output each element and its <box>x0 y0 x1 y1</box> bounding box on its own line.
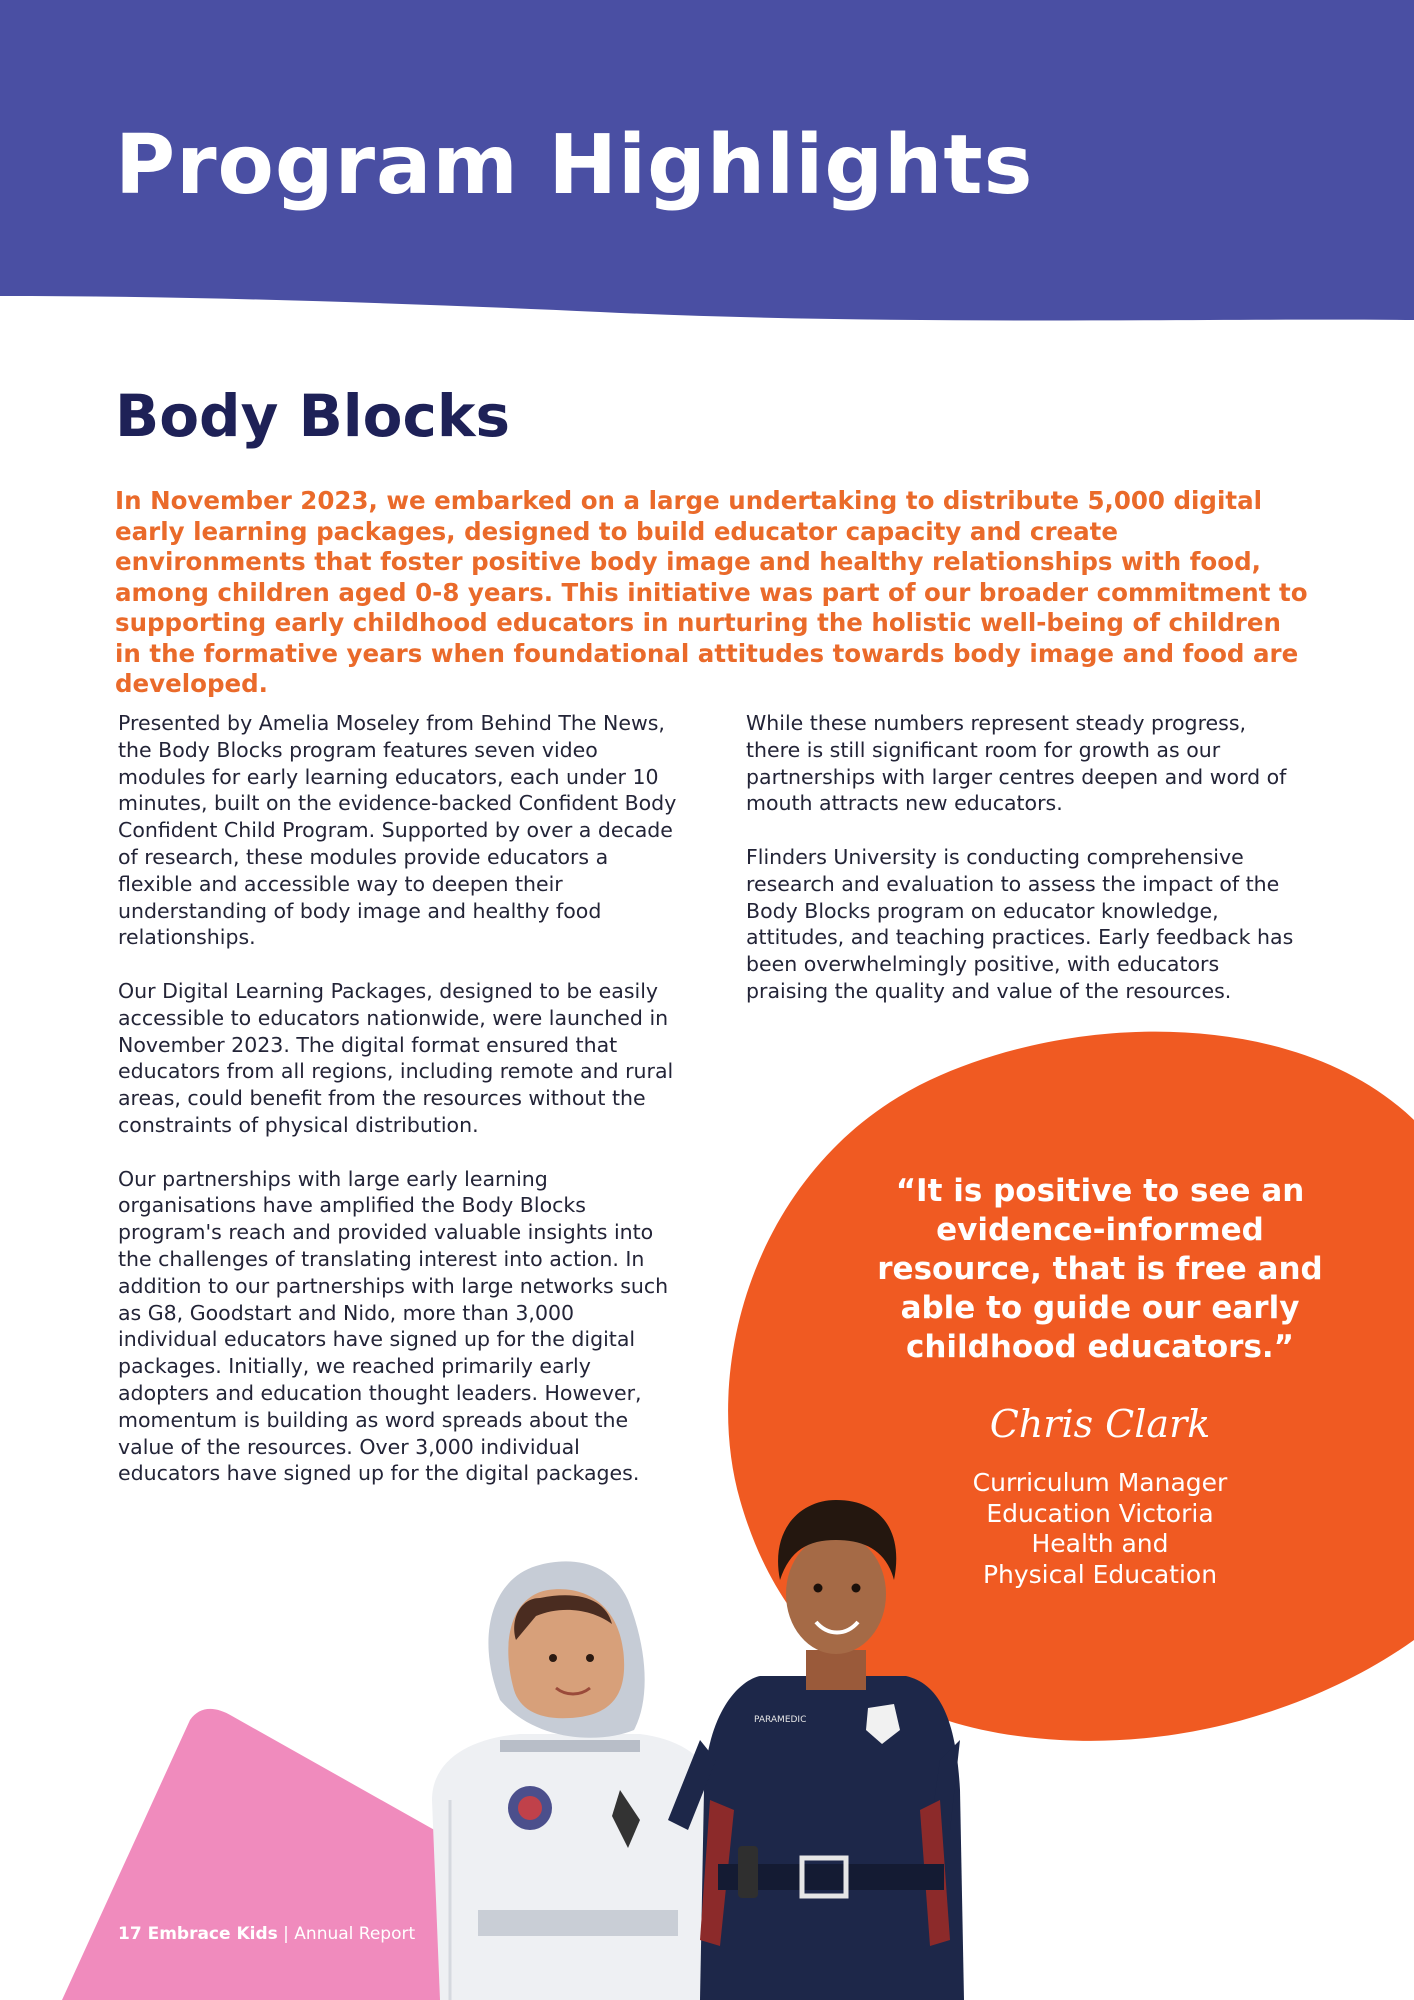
role-line: Curriculum Manager <box>972 1468 1228 1497</box>
role-line: Physical Education <box>982 1559 1218 1589</box>
role-line: Education Victoria <box>986 1498 1214 1528</box>
page-footer <box>118 1924 415 1944</box>
astronaut-child <box>432 1561 716 2000</box>
role-line: Health and <box>1031 1529 1169 1558</box>
testimonial-quote: “It is positive to see an evidence-informed resource, that is free and able to guide our early childhood educators.” <box>877 1173 1323 1365</box>
body-paragraph: Our Digital Learning Packages, designed to be easily accessible to educators nationwide, were launched in November 2023. The digital format ensured that educators from all regions, including remote and rural areas, could benefit from the resources without the constraints of physical distribution. <box>118 978 674 1137</box>
page-title: Program Highlights <box>115 118 1034 213</box>
body-paragraph: Flinders University is conducting comprehensive research and evaluation to assess the impact of the Body Blocks program on educator knowledge, attitudes, and teaching practices. Early feedback has been overwhelmingly positive, with educators praising the quality and value of the resources. <box>746 844 1294 1003</box>
intro-paragraph: In November 2023, we embarked on a large undertaking to distribute 5,000 digital early learning packages, designed to build educator capacity and create environments that foster positive body image and healthy relationships with food, among children aged 0-8 years. This initiative was part of our broader commitment to supporting early childhood educators in nurturing the holistic well-being of children in the formative years when foundational attitudes towards body image and food are developed. <box>115 486 1308 698</box>
footer-separator: | <box>277 1924 295 1944</box>
body-paragraph: Presented by Amelia Moseley from Behind The News, the Body Blocks program features seven video modules for early learning educators, each under 10 minutes, built on the evidence-backed Confident Body Confident Child Program. Supported by over a decade of research, these modules provide educators a flexible and accessible way to deepen their understanding of body image and healthy food relationships. <box>118 711 677 950</box>
body-paragraph: Our partnerships with large early learning organisations have amplified the Body Blocks program's reach and provided valuable insights into the challenges of translating interest into action. In addition to our partnerships with large networks such as G8, Goodstart and Nido, more than 3,000 individual educators have signed up for the digital packages. Initially, we reached primarily early adopters and education thought leaders. However, momentum is building as word spreads about the value of the resources. Over 3,000 individual educators have signed up for the digital packages. <box>118 1166 669 1486</box>
paramedic-child <box>668 1500 964 2000</box>
paramedic-patch-text: PARAMEDIC <box>754 1715 807 1725</box>
footer-report-label: Annual Report <box>294 1924 416 1944</box>
body-paragraph: While these numbers represent steady progress, there is still significant room for growth as our partnerships with larger centres deepen and word of mouth attracts new educators. <box>746 711 1287 816</box>
testimonial-signature: Chris Clark <box>989 1402 1211 1446</box>
section-title: Body Blocks <box>115 382 510 450</box>
footer-page-label: 17 Embrace Kids <box>118 1924 278 1944</box>
